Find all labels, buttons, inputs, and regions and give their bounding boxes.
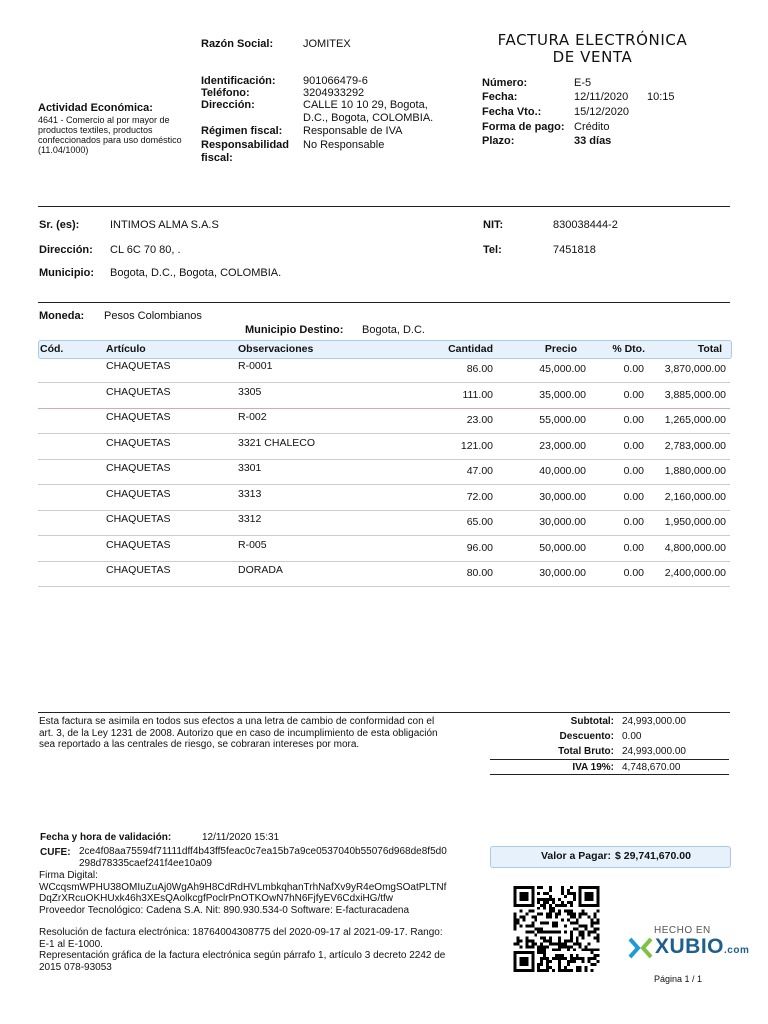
- row-cantidad: 96.00: [466, 541, 493, 554]
- validacion-label: Fecha y hora de validación:: [40, 832, 172, 843]
- row-divider: [38, 586, 730, 587]
- row-precio: 23,000.00: [539, 439, 586, 452]
- row-divider: [38, 535, 730, 536]
- row-divider: [38, 561, 730, 562]
- row-total: 3,885,000.00: [664, 388, 726, 401]
- row-total: 2,783,000.00: [664, 439, 726, 452]
- iva-label: IVA 19%:: [572, 762, 614, 773]
- identificacion-value: 901066479-6: [303, 75, 368, 87]
- nit-label: NIT:: [483, 219, 504, 231]
- row-dto: 0.00: [623, 541, 644, 554]
- row-dto: 0.00: [623, 363, 644, 375]
- row-precio: 35,000.00: [539, 388, 586, 401]
- descuento-label: Descuento:: [559, 731, 614, 742]
- row-cantidad: 111.00: [462, 388, 493, 401]
- col-header-cantidad: Cantidad: [448, 343, 493, 355]
- row-total: 1,950,000.00: [664, 516, 726, 528]
- row-articulo: CHAQUETAS: [106, 538, 171, 551]
- row-cantidad: 86.00: [466, 363, 493, 375]
- cliente-direccion-label: Dirección:: [39, 244, 93, 256]
- total-bruto-label: Total Bruto:: [558, 746, 614, 757]
- row-articulo: CHAQUETAS: [106, 462, 171, 474]
- row-articulo: CHAQUETAS: [106, 436, 171, 449]
- direccion-label: Dirección:: [201, 99, 255, 111]
- tel-value: 7451818: [553, 244, 596, 256]
- row-dto: 0.00: [623, 465, 644, 477]
- regimen-fiscal-label: Régimen fiscal:: [201, 125, 283, 137]
- responsabilidad-label-1: Responsabilidad: [201, 139, 290, 151]
- qr-code: [512, 886, 601, 972]
- resolucion-line2: E-1 al E-1000.: [39, 938, 103, 950]
- row-observaciones: R-005: [238, 538, 267, 551]
- firma-label: Firma Digital:: [39, 870, 98, 881]
- row-total: 1,880,000.00: [664, 465, 726, 477]
- actividad-line2: productos textiles, productos: [38, 125, 153, 135]
- row-cantidad: 65.00: [466, 516, 493, 528]
- plazo-value: 33 días: [574, 135, 612, 147]
- row-divider: [38, 382, 730, 383]
- row-articulo: CHAQUETAS: [106, 360, 171, 372]
- row-total: 2,400,000.00: [664, 567, 726, 579]
- col-header-articulo: Artículo: [106, 343, 146, 355]
- razon-social-label: Razón Social:: [201, 38, 274, 50]
- municipio-destino-label: Municipio Destino:: [245, 324, 344, 336]
- fecha-label: Fecha:: [482, 91, 518, 103]
- row-divider: [38, 510, 730, 511]
- col-header-dto: % Dto.: [612, 343, 645, 355]
- cufe-line2: 298d78335caef241f4ee10a09: [79, 857, 212, 869]
- row-cantidad: 47.00: [466, 465, 493, 477]
- row-total: 4,800,000.00: [664, 541, 726, 554]
- row-cantidad: 23.00: [466, 414, 493, 426]
- regimen-fiscal-value: Responsable de IVA: [303, 125, 403, 137]
- invoice-title-line2: DE VENTA: [552, 48, 633, 66]
- xubio-brand: [655, 935, 749, 959]
- row-articulo: CHAQUETAS: [106, 513, 171, 525]
- col-header-precio: Precio: [544, 343, 577, 355]
- invoice-title-line1: FACTURA ELECTRÓNICA: [497, 31, 688, 49]
- row-observaciones: 3305: [238, 385, 262, 398]
- telefono-value: 3204933292: [303, 87, 365, 99]
- row-precio: 45,000.00: [539, 363, 586, 375]
- row-total: 1,265,000.00: [664, 414, 726, 426]
- total-bruto-divider: [490, 759, 729, 760]
- totals-divider: [38, 712, 730, 713]
- cufe-line1: 2ce4f08aa75594f71111dff4b43ff5feac0c7ea15b7a9ce0537040b55076d968de8f5d0: [79, 846, 447, 857]
- numero-label: Número:: [482, 77, 528, 89]
- responsabilidad-label-2: fiscal:: [201, 152, 233, 164]
- row-observaciones: R-002: [238, 411, 267, 423]
- iva-divider: [490, 774, 729, 775]
- iva-value: 4,748,670.00: [622, 762, 681, 773]
- row-articulo: CHAQUETAS: [106, 487, 171, 500]
- cliente-value: INTIMOS ALMA S.A.S: [110, 219, 219, 231]
- validacion-value: 12/11/2020 15:31: [202, 832, 280, 843]
- valor-pagar-label: Valor a Pagar:: [540, 850, 611, 862]
- row-cantidad: 121.00: [460, 439, 493, 452]
- fecha-value: 12/11/2020: [574, 91, 629, 103]
- row-observaciones: R-0001: [238, 360, 273, 372]
- row-divider: [38, 433, 730, 434]
- representacion-line2: 2015 078-93053: [39, 961, 112, 973]
- col-header-cod: Cód.: [40, 343, 64, 355]
- xubio-x-icon: [628, 937, 653, 959]
- row-articulo: CHAQUETAS: [106, 411, 171, 423]
- forma-pago-label: Forma de pago:: [482, 121, 565, 133]
- valor-pagar-value: $ 29,741,670.00: [615, 850, 691, 862]
- row-precio: 30,000.00: [539, 567, 586, 579]
- cufe-value: [79, 846, 447, 869]
- municipio-destino-value: Bogota, D.C.: [362, 324, 425, 336]
- cliente-label: Sr. (es):: [39, 219, 80, 231]
- descuento-value: 0.00: [622, 731, 642, 742]
- row-observaciones: 3321 CHALECO: [238, 436, 316, 449]
- actividad-line4: (11.04/1000): [38, 145, 89, 155]
- row-cantidad: 72.00: [466, 490, 493, 503]
- forma-pago-value: Crédito: [574, 121, 610, 133]
- legal-notice: [39, 716, 469, 751]
- resolucion-line1: Resolución de factura electrónica: 18764004308775 del 2020-09-17 al 2021-09-17. Rango:: [39, 927, 443, 938]
- cufe-label: CUFE:: [40, 847, 71, 858]
- row-precio: 55,000.00: [539, 414, 586, 426]
- hora-value: 10:15: [647, 91, 675, 103]
- cliente-direccion-value: CL 6C 70 80, .: [110, 244, 181, 256]
- row-divider: [38, 484, 730, 485]
- firma-line1: WCcqsmWPHU38OMIuZuAj0WgAh9H8CdRdHVLmbkqhanTrhNafXv9yR4eOmgSOatPLTNf: [39, 881, 447, 893]
- row-dto: 0.00: [623, 439, 644, 452]
- row-observaciones: 3312: [238, 513, 262, 525]
- row-observaciones: 3301: [238, 462, 262, 474]
- row-dto: 0.00: [623, 490, 644, 503]
- firma-block: [39, 870, 484, 973]
- legal-line3: sea reportado a las centrales de riesgo, se cobraran intereses por mora.: [39, 739, 360, 750]
- xubio-name: XUBIO: [655, 935, 725, 958]
- responsabilidad-value: No Responsable: [303, 139, 385, 151]
- razon-social-value: JOMITEX: [303, 38, 351, 50]
- municipio-label: Municipio:: [39, 267, 94, 279]
- row-cantidad: 80.00: [466, 567, 493, 579]
- row-precio: 40,000.00: [539, 465, 586, 477]
- direccion-value-line1: CALLE 10 10 29, Bogota,: [303, 99, 428, 111]
- subtotal-value: 24,993,000.00: [622, 716, 686, 727]
- row-divider: [38, 408, 730, 409]
- legal-line1: Esta factura se asimila en todos sus efectos a una letra de cambio de conformidad con el: [39, 716, 435, 727]
- subtotal-label: Subtotal:: [570, 716, 614, 727]
- representacion-line1: Representación gráfica de la factura electrónica según párrafo 1, artículo 3 decreto 2242 de: [39, 950, 446, 961]
- actividad-line3: confeccionados para uso doméstico: [38, 135, 182, 145]
- municipio-value: Bogota, D.C., Bogota, COLOMBIA.: [110, 267, 282, 279]
- moneda-label: Moneda:: [39, 310, 85, 322]
- plazo-label: Plazo:: [482, 135, 515, 147]
- row-precio: 50,000.00: [539, 541, 586, 554]
- row-precio: 30,000.00: [539, 516, 586, 528]
- row-divider: [38, 459, 730, 460]
- row-dto: 0.00: [623, 388, 644, 401]
- firma-line2: DqZrXRcuOKHUxk46h3XEsQAolkcgfPoclrPnOTKOwN7hN6FjfyEV6CdxiHG/tfw: [39, 893, 393, 904]
- legal-line2: art. 3, de la Ley 1231 de 2008. Autorizo que en caso de incumplimiento de esta obligación: [39, 727, 438, 739]
- page-number: Página 1 / 1: [654, 974, 703, 984]
- telefono-label: Teléfono:: [201, 87, 250, 99]
- header-divider: [38, 206, 730, 207]
- direccion-value-line2: D.C., Bogota, COLOMBIA.: [303, 112, 434, 124]
- row-total: 3,870,000.00: [664, 363, 726, 375]
- row-observaciones: 3313: [238, 487, 262, 500]
- col-header-total: Total: [697, 343, 722, 355]
- actividad-line1: 4641 - Comercio al por mayor de: [38, 115, 170, 125]
- fecha-vto-label: Fecha Vto.:: [482, 106, 542, 118]
- numero-value: E-5: [574, 77, 592, 89]
- row-total: 2,160,000.00: [664, 490, 726, 503]
- col-header-observaciones: Observaciones: [238, 343, 314, 355]
- tel-label: Tel:: [483, 244, 502, 256]
- fecha-vto-value: 15/12/2020: [574, 106, 630, 118]
- total-bruto-value: 24,993,000.00: [622, 746, 686, 757]
- actividad-economica-label: Actividad Económica:: [38, 102, 153, 114]
- row-dto: 0.00: [623, 414, 644, 426]
- hecho-en-text: HECHO EN: [654, 925, 711, 936]
- row-articulo: CHAQUETAS: [106, 564, 171, 576]
- row-precio: 30,000.00: [539, 490, 586, 503]
- row-observaciones: DORADA: [238, 564, 283, 576]
- moneda-value: Pesos Colombianos: [104, 310, 202, 322]
- identificacion-label: Identificación:: [201, 75, 276, 87]
- client-divider: [38, 302, 730, 303]
- xubio-domain: .com: [724, 945, 750, 956]
- proveedor-text: Proveedor Tecnológico: Cadena S.A. Nit: 890.930.534-0 Software: E-facturacadena: [39, 904, 410, 916]
- nit-value: 830038444-2: [553, 219, 618, 231]
- row-articulo: CHAQUETAS: [106, 385, 171, 398]
- row-dto: 0.00: [623, 567, 644, 579]
- row-dto: 0.00: [623, 516, 644, 528]
